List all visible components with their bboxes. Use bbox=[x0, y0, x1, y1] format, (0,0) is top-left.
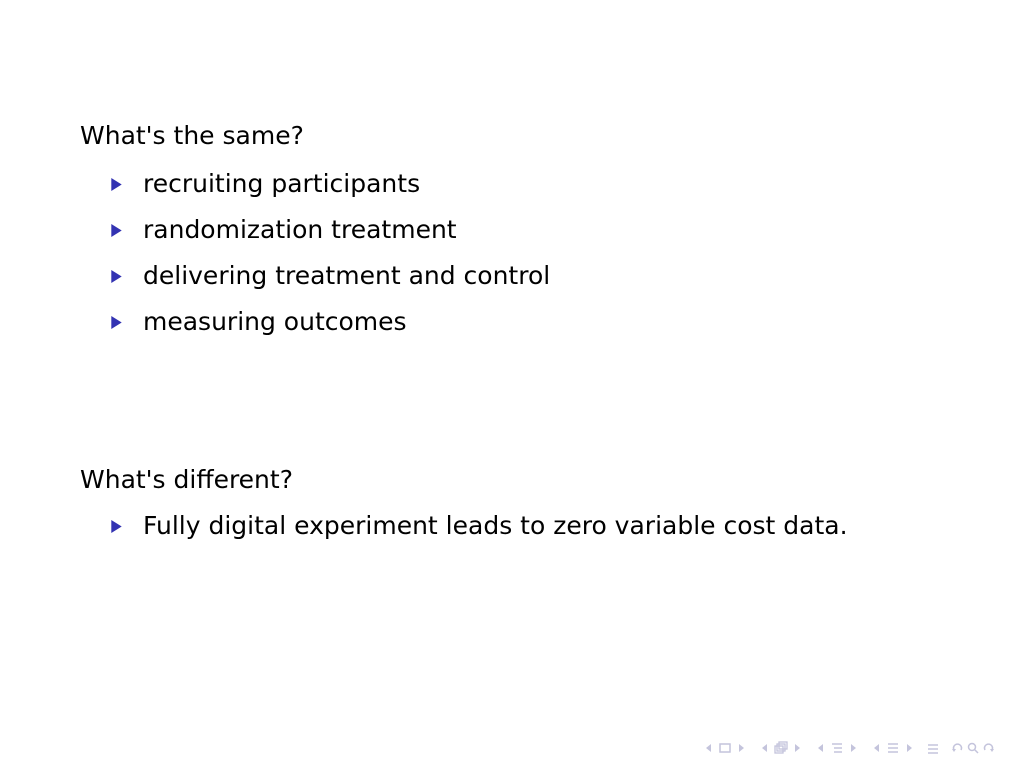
nav-arrow-left-icon[interactable] bbox=[814, 741, 828, 755]
search-back-icon[interactable] bbox=[950, 741, 964, 755]
frame-icon[interactable] bbox=[718, 741, 732, 755]
nav-arrow-right-icon[interactable] bbox=[846, 741, 860, 755]
bullet-text: Fully digital experiment leads to zero variable cost data. bbox=[143, 511, 848, 540]
align-icon[interactable] bbox=[926, 741, 940, 755]
nav-arrow-right-icon[interactable] bbox=[790, 741, 804, 755]
slide-stack-icon[interactable] bbox=[774, 741, 788, 755]
bullet-text: randomization treatment bbox=[143, 215, 457, 244]
list-item bbox=[80, 511, 848, 541]
section-different bbox=[80, 465, 848, 541]
nav-arrow-right-icon[interactable] bbox=[902, 741, 916, 755]
search-icon[interactable] bbox=[966, 741, 980, 755]
nav-group-subsection bbox=[814, 741, 860, 755]
nav-group-search bbox=[950, 741, 996, 755]
nav-group-slides bbox=[758, 741, 804, 755]
section-heading: What's different? bbox=[80, 465, 293, 494]
nav-group-frame bbox=[702, 741, 748, 755]
bullet-list bbox=[80, 511, 848, 541]
nav-arrow-right-icon[interactable] bbox=[734, 741, 748, 755]
section-same bbox=[80, 121, 550, 337]
triangle-bullet-icon bbox=[110, 270, 123, 283]
subsection-icon[interactable] bbox=[830, 741, 844, 755]
bullet-text: recruiting participants bbox=[143, 169, 421, 198]
bullet-text: delivering treatment and control bbox=[143, 261, 551, 290]
nav-group-align bbox=[926, 741, 940, 755]
triangle-bullet-icon bbox=[110, 178, 123, 191]
search-forward-icon[interactable] bbox=[982, 741, 996, 755]
triangle-bullet-icon bbox=[110, 520, 123, 533]
nav-arrow-left-icon[interactable] bbox=[702, 741, 716, 755]
list-item bbox=[80, 215, 550, 245]
beamer-navigation-bar bbox=[702, 740, 1002, 756]
list-item bbox=[80, 169, 550, 199]
list-item bbox=[80, 307, 550, 337]
list-item bbox=[80, 261, 550, 291]
triangle-bullet-icon bbox=[110, 224, 123, 237]
bullet-list bbox=[80, 169, 550, 337]
nav-group-section bbox=[870, 741, 916, 755]
nav-arrow-left-icon[interactable] bbox=[758, 741, 772, 755]
bullet-text: measuring outcomes bbox=[143, 307, 407, 336]
section-heading: What's the same? bbox=[80, 121, 304, 150]
section-icon[interactable] bbox=[886, 741, 900, 755]
nav-arrow-left-icon[interactable] bbox=[870, 741, 884, 755]
triangle-bullet-icon bbox=[110, 316, 123, 329]
